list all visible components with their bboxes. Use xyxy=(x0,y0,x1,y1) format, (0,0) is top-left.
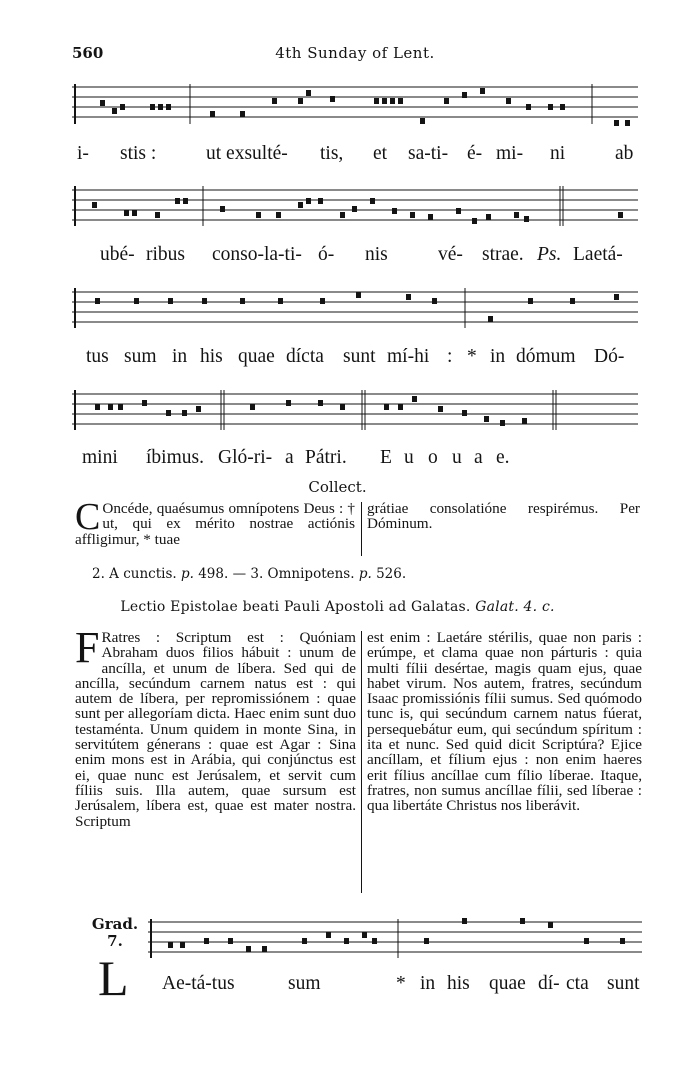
column-divider xyxy=(361,631,362,893)
syllable: conso-la-ti- xyxy=(212,244,302,265)
reference-1: 2. A cunctis. xyxy=(92,566,177,582)
syllable: Laetá- xyxy=(573,244,623,265)
collect-heading: Collect. xyxy=(308,478,367,496)
collect-drop-cap: C xyxy=(75,496,101,538)
syllable: mí-hi xyxy=(387,346,430,367)
syllable: a xyxy=(285,447,294,468)
syllable: dómum xyxy=(516,346,576,367)
lectio-heading xyxy=(0,599,675,615)
page-abbrev: p. xyxy=(358,566,372,582)
syllable: sum xyxy=(288,973,321,994)
gradual-initial: L xyxy=(98,950,129,1006)
syllable: Ae-tá-tus xyxy=(162,973,235,994)
epistle-left-column xyxy=(75,623,356,830)
syllable: in xyxy=(490,346,506,367)
collect-left-column xyxy=(75,496,355,548)
syllable: Dó- xyxy=(594,346,625,367)
syllable: Gló-ri- xyxy=(218,447,273,468)
asterisk: * xyxy=(467,346,477,367)
syllable: in xyxy=(172,346,188,367)
epistle-text-left: Ratres : Scriptum est : Quóniam Abraham duos filios hábuit : unum de ancílla, et unum de líbera. Sed qui de ancílla, secúndum carnem natus est : qui autem de líbera, per repromissiónem : quae sunt per allegoríam dicta. Haec enim sunt duo testaménta. Unum quidem in monte Sina, in servitútem génerans : quae est Agar : Sina enim mons est in Arábia, qui conjúnctus est ei, quae nunc est Jerúsalem, et servit cum fíliis suis. Illa autem, quae sursum est Jerúsalem, líbera est, quae est mater nostra. Scriptum xyxy=(75,629,356,830)
syllable: o xyxy=(428,447,438,468)
psalm-marker: Ps. xyxy=(537,244,562,265)
lectio-citation: Galat. 4. c. xyxy=(475,599,555,615)
syllable: et xyxy=(373,143,388,164)
reference-2: — 3. Omnipotens. xyxy=(232,566,355,582)
syllable: dícta xyxy=(286,346,324,367)
staff-4 xyxy=(72,390,638,430)
collect-text-right: grátiae consolatióne respirémus. Per Dóminum. xyxy=(367,500,640,533)
syllable: quae xyxy=(238,346,275,367)
syllable: mini xyxy=(82,447,118,468)
staff-3 xyxy=(72,288,638,328)
syllable: sunt xyxy=(343,346,376,367)
epistle-right-column xyxy=(367,630,642,814)
syllable: ribus xyxy=(146,244,185,265)
syllable: cta xyxy=(566,973,589,994)
running-title: 4th Sunday of Lent. xyxy=(275,44,435,62)
syllable: quae xyxy=(489,973,526,994)
syllable: : xyxy=(447,346,453,367)
staff-1 xyxy=(72,84,638,124)
syllable: his xyxy=(200,346,223,367)
syllable: íbimus. xyxy=(146,447,204,468)
syllable: dí- xyxy=(538,973,560,994)
proper-references xyxy=(92,566,406,582)
gradual-title: Grad. xyxy=(91,915,139,933)
gradual-label xyxy=(90,916,140,950)
page-abbrev: p. xyxy=(180,566,194,582)
syllable: his xyxy=(447,973,470,994)
syllable: sum xyxy=(124,346,157,367)
syllable: tus xyxy=(86,346,109,367)
syllable: in xyxy=(420,973,436,994)
syllable: E xyxy=(380,447,392,468)
syllable: ubé- xyxy=(100,244,135,265)
syllable: e. xyxy=(496,447,510,468)
syllable: ut exsulté- xyxy=(206,143,288,164)
syllable: mi- xyxy=(496,143,524,164)
collect-right-column xyxy=(367,501,640,532)
syllable: strae. xyxy=(482,244,524,265)
epistle-text-right: est enim : Laetáre stérilis, quae non paris : erúmpe, et clama quae non párturis : quia multi fílii desértae, magis quam ejus, quae habet virum. Nos autem, fratres, secúndum Isaac promissiónis fílii sumus. Sed quómodo tunc is, qui secúndum carnem natus fúerat, persequebátur eum, qui secúndum spíritum : ita et nunc. Sed quid dicit Scriptúra? Ejice ancíllam, et fílium ejus : non enim haeres erit fílius ancíllae cum fílio líberae. Itaque, fratres, non sumus ancíllae fílii, sed líberae : qua libertáte Christus nos liberávit. xyxy=(367,629,642,815)
syllable: u xyxy=(404,447,414,468)
syllable: u xyxy=(452,447,462,468)
syllable: nis xyxy=(365,244,388,265)
page-number: 560 xyxy=(72,44,104,62)
syllable: sunt xyxy=(607,973,640,994)
syllable: ó- xyxy=(318,244,335,265)
asterisk: * xyxy=(396,973,406,994)
syllable: ni xyxy=(550,143,566,164)
syllable: é- xyxy=(467,143,483,164)
epistle-drop-cap: F xyxy=(75,623,100,672)
syllable: ab xyxy=(615,143,634,164)
syllable: i- xyxy=(77,143,89,164)
collect-text-left: Oncéde, quaésumus omnípotens Deus : † ut, qui ex mérito nostrae actiónis affligimur, * tuae xyxy=(75,500,355,548)
syllable: Pátri. xyxy=(305,447,347,468)
syllable: stis : xyxy=(120,143,157,164)
gradual-mode: 7. xyxy=(107,932,123,950)
reference-page-1: 498. xyxy=(198,566,229,582)
syllable: tis, xyxy=(320,143,344,164)
staff-5 xyxy=(148,919,642,958)
syllable: vé- xyxy=(438,244,463,265)
column-divider xyxy=(361,502,362,556)
lectio-title: Lectio Epistolae beati Pauli Apostoli ad Galatas. xyxy=(120,599,471,615)
syllable: a xyxy=(474,447,483,468)
reference-page-2: 526. xyxy=(376,566,407,582)
syllable: sa-ti- xyxy=(408,143,449,164)
